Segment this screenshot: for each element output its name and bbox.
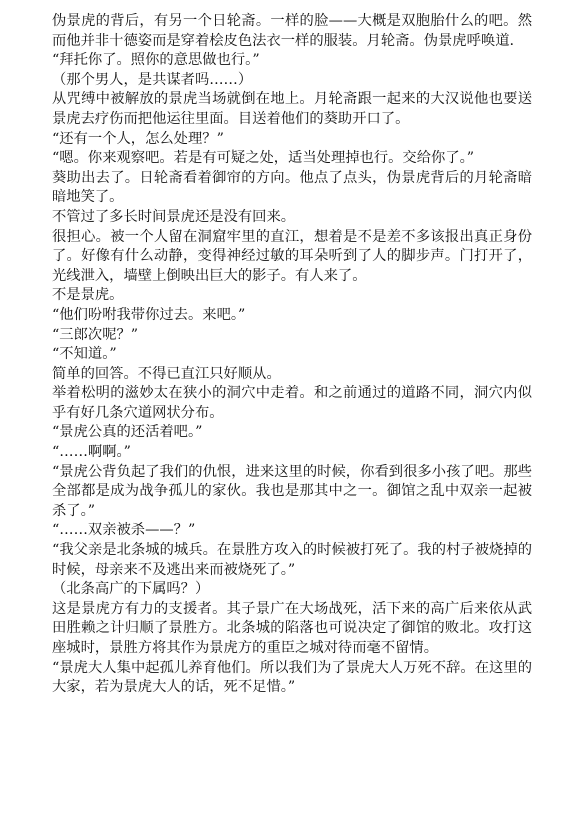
document-page — [52, 12, 532, 698]
dialogue-line: “嗯。你来观察吧。若是有可疑之处，适当处理掉也行。交给你了。” — [52, 150, 475, 167]
dialogue-line: “三郎次呢？” — [52, 326, 139, 343]
dialogue-line: “……啊啊。” — [52, 444, 131, 461]
narration-paragraph: 不是景虎。 — [52, 287, 124, 304]
dialogue-line: “还有一个人，怎么处理？” — [52, 130, 224, 147]
dialogue-line: “我父亲是北条城的城兵。在景胜方攻入的时候被打死了。我的村子被烧掉的时候，母亲来不及逃出来而被烧死了。” — [52, 542, 532, 578]
inner-thought-line: （那个男人，是共谋者吗……） — [52, 71, 253, 88]
dialogue-line: “景虎公背负起了我们的仇恨，进来这里的时候，你看到很多小孩了吧。那些全部都是成为战争孤儿的家伙。我也是那其中之一。御馆之乱中双亲一起被杀了。” — [52, 463, 532, 519]
inner-thought-line: （北条高广的下属吗？） — [52, 581, 210, 598]
narration-paragraph: 伪景虎的背后，有另一个日轮斋。一样的脸——大概是双胞胎什么的吧。然而他并非十德姿而是穿着桧皮色法衣一样的服装。月轮斋。伪景虎呼唤道. — [52, 13, 532, 49]
narration-paragraph: 不管过了多长时间景虎还是没有回来。 — [52, 208, 296, 225]
dialogue-line: “拜托你了。照你的意思做也行。” — [52, 52, 260, 69]
dialogue-line: “他们吩咐我带你过去。来吧。” — [52, 306, 246, 323]
narration-paragraph: 这是景虎方有力的支援者。其子景广在大场战死，活下来的高广后来依从武田胜赖之计归顺了景胜方。北条城的陷落也可说决定了御馆的败北。攻打这座城时，景胜方将其作为景虎方的重臣之城对待而毫不留情。 — [52, 600, 532, 656]
dialogue-line: “……双亲被杀——？” — [52, 522, 196, 539]
narration-paragraph: 举着松明的滋妙太在狭小的洞穴中走着。和之前通过的道路不同，洞穴内似乎有好几条穴道网状分布。 — [52, 385, 532, 421]
narration-paragraph: 简单的回答。不得已直江只好顺从。 — [52, 365, 281, 382]
dialogue-line: “不知道。” — [52, 346, 117, 363]
dialogue-line: “景虎公真的还活着吧。” — [52, 424, 203, 441]
dialogue-line: “景虎大人集中起孤儿养育他们。所以我们为了景虎大人万死不辞。在这里的大家，若为景虎大人的话，死不足惜。” — [52, 659, 532, 696]
narration-paragraph: 葵助出去了。日轮斋看着御帘的方向。他点了点头，伪景虎背后的月轮斋暗暗地笑了。 — [52, 169, 532, 206]
narration-paragraph: 很担心。被一个人留在洞窟牢里的直江，想着是不是差不多该报出真正身份了。好像有什么动静，变得神经过敏的耳朵听到了人的脚步声。门打开了，光线泄入，墙壁上倒映出巨大的影子。有人来了。 — [52, 228, 532, 284]
narration-paragraph: 从咒缚中被解放的景虎当场就倒在地上。月轮斋跟一起来的大汉说他也要送景虎去疗伤而把他运往里面。目送着他们的葵助开口了。 — [52, 91, 532, 127]
